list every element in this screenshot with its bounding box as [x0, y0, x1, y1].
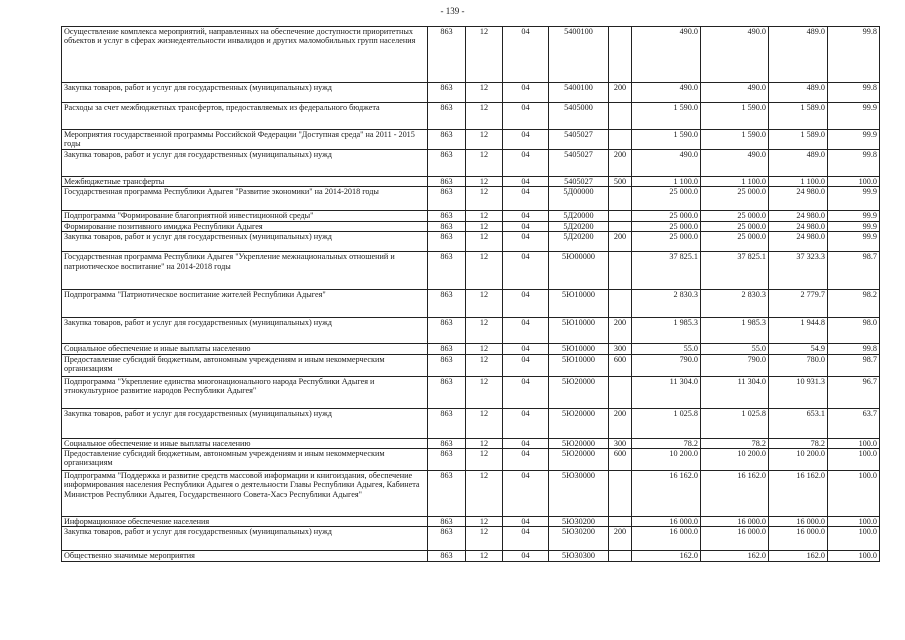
- row-name: Предоставление субсидий бюджетным, автономным учреждениям и иным некоммерческим организациям: [62, 354, 428, 376]
- cell-vr: [609, 517, 632, 527]
- cell-csr: 5405027: [549, 177, 609, 187]
- cell-pr: 04: [503, 344, 549, 354]
- cell-csr: 5Д20200: [549, 232, 609, 252]
- cell-rz: 12: [466, 27, 503, 83]
- cell-pr: 04: [503, 177, 549, 187]
- cell-pr: 04: [503, 27, 549, 83]
- cell-ved: 863: [428, 177, 466, 187]
- cell-pr: 04: [503, 517, 549, 527]
- row-name: Государственная программа Республики Адыгея "Укрепление межнациональных отношений и патриотическое воспитание" на 2014-2018 годы: [62, 252, 428, 290]
- cell-ved: 863: [428, 344, 466, 354]
- cell-approved: 25 000.0: [632, 211, 701, 221]
- row-name: Формирование позитивного имиджа Республики Адыгея: [62, 221, 428, 231]
- table-row: [62, 471, 880, 517]
- cell-plan: 490.0: [701, 83, 769, 103]
- cell-percent: 98.7: [828, 354, 880, 376]
- budget-table: [61, 26, 880, 562]
- cell-percent: 99.8: [828, 344, 880, 354]
- cell-rz: 12: [466, 150, 503, 177]
- cell-vr: 200: [609, 232, 632, 252]
- cell-approved: 1 025.8: [632, 408, 701, 438]
- cell-plan: 1 100.0: [701, 177, 769, 187]
- cell-percent: 100.0: [828, 438, 880, 448]
- cell-percent: 98.7: [828, 252, 880, 290]
- row-name: Закупка товаров, работ и услуг для государственных (муниципальных) нужд: [62, 318, 428, 344]
- cell-rz: 12: [466, 318, 503, 344]
- cell-rz: 12: [466, 187, 503, 211]
- cell-rz: 12: [466, 376, 503, 408]
- cell-csr: 5Ю30300: [549, 551, 609, 561]
- cell-executed: 1 100.0: [769, 177, 828, 187]
- cell-pr: 04: [503, 252, 549, 290]
- row-name: Государственная программа Республики Адыгея "Развитие экономики" на 2014-2018 годы: [62, 187, 428, 211]
- cell-ved: 863: [428, 221, 466, 231]
- cell-approved: 16 000.0: [632, 517, 701, 527]
- cell-percent: 99.9: [828, 232, 880, 252]
- cell-csr: 5Д20000: [549, 211, 609, 221]
- cell-ved: 863: [428, 103, 466, 130]
- cell-percent: 98.2: [828, 290, 880, 318]
- page-number: - 139 -: [440, 6, 465, 16]
- cell-csr: 5400100: [549, 27, 609, 83]
- cell-rz: 12: [466, 221, 503, 231]
- row-name: Закупка товаров, работ и услуг для государственных (муниципальных) нужд: [62, 527, 428, 551]
- cell-vr: 200: [609, 408, 632, 438]
- cell-executed: 780.0: [769, 354, 828, 376]
- cell-approved: 490.0: [632, 83, 701, 103]
- cell-csr: 5Ю10000: [549, 354, 609, 376]
- cell-executed: 489.0: [769, 27, 828, 83]
- cell-executed: 489.0: [769, 83, 828, 103]
- cell-pr: 04: [503, 150, 549, 177]
- cell-pr: 04: [503, 449, 549, 471]
- cell-csr: 5Ю00000: [549, 252, 609, 290]
- cell-plan: 162.0: [701, 551, 769, 561]
- cell-executed: 16 000.0: [769, 517, 828, 527]
- cell-vr: [609, 471, 632, 517]
- cell-vr: 600: [609, 354, 632, 376]
- cell-approved: 55.0: [632, 344, 701, 354]
- cell-percent: 63.7: [828, 408, 880, 438]
- row-name: Расходы за счет межбюджетных трансфертов, предоставляемых из федерального бюджета: [62, 103, 428, 130]
- cell-ved: 863: [428, 27, 466, 83]
- row-name: Социальное обеспечение и иные выплаты населению: [62, 438, 428, 448]
- cell-csr: 5Ю20000: [549, 438, 609, 448]
- cell-ved: 863: [428, 83, 466, 103]
- cell-ved: 863: [428, 376, 466, 408]
- cell-approved: 10 200.0: [632, 449, 701, 471]
- cell-executed: 653.1: [769, 408, 828, 438]
- cell-approved: 1 590.0: [632, 103, 701, 130]
- cell-vr: 200: [609, 150, 632, 177]
- cell-plan: 11 304.0: [701, 376, 769, 408]
- cell-plan: 16 000.0: [701, 517, 769, 527]
- cell-pr: 04: [503, 438, 549, 448]
- cell-percent: 100.0: [828, 471, 880, 517]
- cell-csr: 5400100: [549, 83, 609, 103]
- cell-executed: 1 589.0: [769, 130, 828, 150]
- cell-percent: 98.0: [828, 318, 880, 344]
- cell-vr: [609, 252, 632, 290]
- cell-csr: 5405027: [549, 130, 609, 150]
- cell-approved: 490.0: [632, 150, 701, 177]
- cell-approved: 16 000.0: [632, 527, 701, 551]
- cell-ved: 863: [428, 187, 466, 211]
- cell-ved: 863: [428, 527, 466, 551]
- cell-executed: 24 980.0: [769, 221, 828, 231]
- row-name: Закупка товаров, работ и услуг для государственных (муниципальных) нужд: [62, 232, 428, 252]
- cell-rz: 12: [466, 408, 503, 438]
- cell-rz: 12: [466, 471, 503, 517]
- row-name: Осуществление комплекса мероприятий, направленных на обеспечение доступности приоритетных объектов и услуг в сферах жизнедеятельности инвалидов и других маломобильных групп населения: [62, 27, 428, 83]
- cell-csr: 5Ю30000: [549, 471, 609, 517]
- cell-executed: 54.9: [769, 344, 828, 354]
- cell-vr: [609, 221, 632, 231]
- cell-rz: 12: [466, 290, 503, 318]
- cell-plan: 490.0: [701, 27, 769, 83]
- cell-rz: 12: [466, 551, 503, 561]
- cell-ved: 863: [428, 551, 466, 561]
- cell-rz: 12: [466, 252, 503, 290]
- cell-ved: 863: [428, 290, 466, 318]
- cell-approved: 37 825.1: [632, 252, 701, 290]
- cell-pr: 04: [503, 187, 549, 211]
- table-row: [62, 103, 880, 130]
- cell-pr: 04: [503, 103, 549, 130]
- cell-executed: 37 323.3: [769, 252, 828, 290]
- row-name: Межбюджетные трансферты: [62, 177, 428, 187]
- cell-ved: 863: [428, 354, 466, 376]
- cell-plan: 78.2: [701, 438, 769, 448]
- row-name: Мероприятия государственной программы Российской Федерации "Доступная среда" на 2011 - 2015 годы: [62, 130, 428, 150]
- row-name: Закупка товаров, работ и услуг для государственных (муниципальных) нужд: [62, 408, 428, 438]
- table-row: [62, 177, 880, 187]
- cell-pr: 04: [503, 211, 549, 221]
- cell-csr: 5405000: [549, 103, 609, 130]
- cell-percent: 96.7: [828, 376, 880, 408]
- cell-approved: 11 304.0: [632, 376, 701, 408]
- cell-approved: 2 830.3: [632, 290, 701, 318]
- cell-approved: 1 985.3: [632, 318, 701, 344]
- cell-plan: 25 000.0: [701, 211, 769, 221]
- cell-executed: 16 000.0: [769, 527, 828, 551]
- cell-pr: 04: [503, 130, 549, 150]
- cell-rz: 12: [466, 344, 503, 354]
- cell-plan: 2 830.3: [701, 290, 769, 318]
- cell-vr: [609, 376, 632, 408]
- cell-approved: 78.2: [632, 438, 701, 448]
- cell-csr: 5Ю30200: [549, 527, 609, 551]
- cell-percent: 100.0: [828, 527, 880, 551]
- cell-vr: 200: [609, 527, 632, 551]
- table-row: [62, 130, 880, 150]
- table-row: [62, 252, 880, 290]
- cell-ved: 863: [428, 408, 466, 438]
- table-row: [62, 376, 880, 408]
- cell-plan: 16 162.0: [701, 471, 769, 517]
- cell-pr: 04: [503, 376, 549, 408]
- cell-plan: 16 000.0: [701, 527, 769, 551]
- cell-pr: 04: [503, 83, 549, 103]
- cell-vr: [609, 290, 632, 318]
- row-name: Предоставление субсидий бюджетным, автономным учреждениям и иным некоммерческим организациям: [62, 449, 428, 471]
- cell-csr: 5Ю10000: [549, 344, 609, 354]
- cell-pr: 04: [503, 232, 549, 252]
- table-row: [62, 83, 880, 103]
- cell-approved: 16 162.0: [632, 471, 701, 517]
- cell-executed: 1 589.0: [769, 103, 828, 130]
- cell-approved: 490.0: [632, 27, 701, 83]
- cell-csr: 5Ю10000: [549, 290, 609, 318]
- cell-vr: 300: [609, 438, 632, 448]
- table-row: [62, 318, 880, 344]
- row-name: Общественно значимые мероприятия: [62, 551, 428, 561]
- cell-csr: 5Ю30200: [549, 517, 609, 527]
- table-row: [62, 344, 880, 354]
- cell-approved: 162.0: [632, 551, 701, 561]
- cell-plan: 25 000.0: [701, 232, 769, 252]
- cell-plan: 790.0: [701, 354, 769, 376]
- cell-ved: 863: [428, 318, 466, 344]
- cell-executed: 24 980.0: [769, 187, 828, 211]
- cell-percent: 100.0: [828, 449, 880, 471]
- cell-rz: 12: [466, 449, 503, 471]
- cell-plan: 1 985.3: [701, 318, 769, 344]
- cell-vr: [609, 130, 632, 150]
- cell-plan: 10 200.0: [701, 449, 769, 471]
- cell-csr: 5Ю20000: [549, 376, 609, 408]
- cell-executed: 78.2: [769, 438, 828, 448]
- cell-ved: 863: [428, 130, 466, 150]
- cell-pr: 04: [503, 221, 549, 231]
- cell-ved: 863: [428, 211, 466, 221]
- cell-vr: [609, 27, 632, 83]
- cell-percent: 99.9: [828, 187, 880, 211]
- cell-executed: 162.0: [769, 551, 828, 561]
- cell-vr: [609, 187, 632, 211]
- cell-plan: 25 000.0: [701, 187, 769, 211]
- cell-csr: 5Ю20000: [549, 449, 609, 471]
- table-row: [62, 551, 880, 561]
- cell-rz: 12: [466, 354, 503, 376]
- table-row: [62, 211, 880, 221]
- cell-rz: 12: [466, 517, 503, 527]
- row-name: Подпрограмма "Патриотическое воспитание жителей Республики Адыгея": [62, 290, 428, 318]
- cell-executed: 24 980.0: [769, 232, 828, 252]
- table-row: [62, 232, 880, 252]
- cell-percent: 99.9: [828, 130, 880, 150]
- row-name: Закупка товаров, работ и услуг для государственных (муниципальных) нужд: [62, 150, 428, 177]
- cell-pr: 04: [503, 551, 549, 561]
- cell-percent: 99.9: [828, 221, 880, 231]
- cell-vr: 600: [609, 449, 632, 471]
- cell-rz: 12: [466, 438, 503, 448]
- table-row: [62, 438, 880, 448]
- cell-rz: 12: [466, 211, 503, 221]
- cell-pr: 04: [503, 318, 549, 344]
- cell-plan: 55.0: [701, 344, 769, 354]
- cell-percent: 99.8: [828, 27, 880, 83]
- cell-plan: 490.0: [701, 150, 769, 177]
- table-row: [62, 354, 880, 376]
- cell-csr: 5Д00000: [549, 187, 609, 211]
- table-row: [62, 527, 880, 551]
- cell-executed: 10 200.0: [769, 449, 828, 471]
- table-row: [62, 27, 880, 83]
- cell-vr: [609, 551, 632, 561]
- cell-vr: [609, 103, 632, 130]
- table-row: [62, 290, 880, 318]
- table-row: [62, 187, 880, 211]
- table-row: [62, 150, 880, 177]
- cell-percent: 99.9: [828, 211, 880, 221]
- cell-rz: 12: [466, 177, 503, 187]
- cell-approved: 790.0: [632, 354, 701, 376]
- cell-plan: 25 000.0: [701, 221, 769, 231]
- cell-approved: 1 590.0: [632, 130, 701, 150]
- cell-pr: 04: [503, 471, 549, 517]
- cell-vr: 200: [609, 83, 632, 103]
- cell-executed: 10 931.3: [769, 376, 828, 408]
- cell-vr: 300: [609, 344, 632, 354]
- cell-approved: 25 000.0: [632, 187, 701, 211]
- table-row: [62, 221, 880, 231]
- row-name: Социальное обеспечение и иные выплаты населению: [62, 344, 428, 354]
- row-name: Информационное обеспечение населения: [62, 517, 428, 527]
- cell-percent: 99.9: [828, 103, 880, 130]
- cell-plan: 1 025.8: [701, 408, 769, 438]
- cell-ved: 863: [428, 252, 466, 290]
- cell-vr: 500: [609, 177, 632, 187]
- cell-executed: 16 162.0: [769, 471, 828, 517]
- cell-executed: 1 944.8: [769, 318, 828, 344]
- row-name: Закупка товаров, работ и услуг для государственных (муниципальных) нужд: [62, 83, 428, 103]
- cell-ved: 863: [428, 150, 466, 177]
- cell-rz: 12: [466, 83, 503, 103]
- cell-csr: 5Д20200: [549, 221, 609, 231]
- cell-percent: 100.0: [828, 551, 880, 561]
- cell-vr: [609, 211, 632, 221]
- cell-plan: 1 590.0: [701, 130, 769, 150]
- cell-percent: 99.8: [828, 83, 880, 103]
- table-body: [62, 27, 880, 562]
- cell-csr: 5Ю20000: [549, 408, 609, 438]
- cell-approved: 1 100.0: [632, 177, 701, 187]
- cell-approved: 25 000.0: [632, 232, 701, 252]
- cell-percent: 99.8: [828, 150, 880, 177]
- cell-ved: 863: [428, 232, 466, 252]
- cell-percent: 100.0: [828, 517, 880, 527]
- cell-rz: 12: [466, 527, 503, 551]
- cell-vr: 200: [609, 318, 632, 344]
- row-name: Подпрограмма "Укрепление единства многонационального народа Республики Адыгея и этнокультурное развитие народов Республики Адыгея": [62, 376, 428, 408]
- cell-ved: 863: [428, 449, 466, 471]
- table-row: [62, 517, 880, 527]
- cell-approved: 25 000.0: [632, 221, 701, 231]
- cell-csr: 5Ю10000: [549, 318, 609, 344]
- cell-rz: 12: [466, 130, 503, 150]
- table-row: [62, 408, 880, 438]
- cell-executed: 489.0: [769, 150, 828, 177]
- cell-executed: 24 980.0: [769, 211, 828, 221]
- cell-pr: 04: [503, 354, 549, 376]
- cell-plan: 37 825.1: [701, 252, 769, 290]
- cell-pr: 04: [503, 290, 549, 318]
- cell-percent: 100.0: [828, 177, 880, 187]
- table-row: [62, 449, 880, 471]
- cell-ved: 863: [428, 471, 466, 517]
- cell-plan: 1 590.0: [701, 103, 769, 130]
- cell-rz: 12: [466, 103, 503, 130]
- row-name: Подпрограмма "Формирование благоприятной инвестиционной среды": [62, 211, 428, 221]
- cell-executed: 2 779.7: [769, 290, 828, 318]
- cell-csr: 5405027: [549, 150, 609, 177]
- cell-ved: 863: [428, 517, 466, 527]
- cell-ved: 863: [428, 438, 466, 448]
- cell-pr: 04: [503, 408, 549, 438]
- row-name: Подпрограмма "Поддержка и развитие средств массовой информации и книгоиздания, обеспечение информирования населения Республики Адыгея о деятельности Главы Республики Адыгея, Кабинета Министров Республики Адыгея, Государственного Совета-Хасэ Республики Адыгея": [62, 471, 428, 517]
- cell-pr: 04: [503, 527, 549, 551]
- cell-rz: 12: [466, 232, 503, 252]
